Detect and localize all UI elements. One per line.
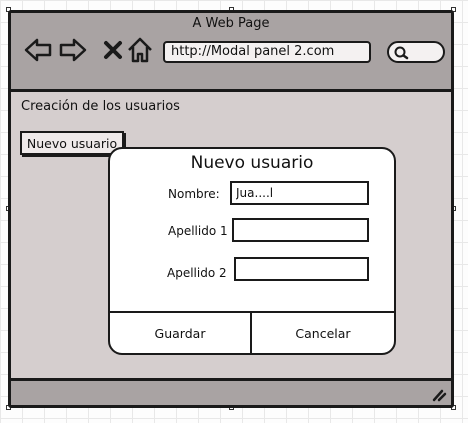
- first-name-input[interactable]: [230, 181, 369, 205]
- home-icon[interactable]: [125, 35, 155, 65]
- arrow-left-icon[interactable]: [23, 35, 53, 65]
- last-name-2-label: Apellido 2: [167, 266, 227, 280]
- first-name-label: Nombre:: [168, 187, 220, 201]
- browser-titlebar: [11, 13, 451, 92]
- search-icon: [393, 45, 409, 61]
- modal-title: Nuevo usuario: [190, 153, 314, 173]
- address-bar[interactable]: http://Modal panel 2.com: [163, 41, 371, 63]
- window-title: A Web Page: [192, 16, 270, 31]
- last-name-1-label: Apellido 1: [168, 224, 228, 238]
- new-user-button[interactable]: Nuevo usuario: [20, 131, 124, 155]
- browser-window: [8, 10, 454, 408]
- resize-grip-icon[interactable]: [431, 388, 447, 402]
- status-bar: [11, 378, 451, 405]
- search-box[interactable]: [387, 41, 445, 63]
- save-button[interactable]: Guardar: [110, 313, 250, 353]
- last-name-1-input[interactable]: [232, 218, 369, 242]
- modal-footer: [110, 311, 394, 353]
- page-heading: Creación de los usuarios: [21, 99, 180, 114]
- last-name-2-input[interactable]: [234, 257, 369, 281]
- cancel-button[interactable]: Cancelar: [252, 313, 394, 353]
- arrow-right-icon[interactable]: [58, 35, 88, 65]
- new-user-modal: [108, 147, 396, 355]
